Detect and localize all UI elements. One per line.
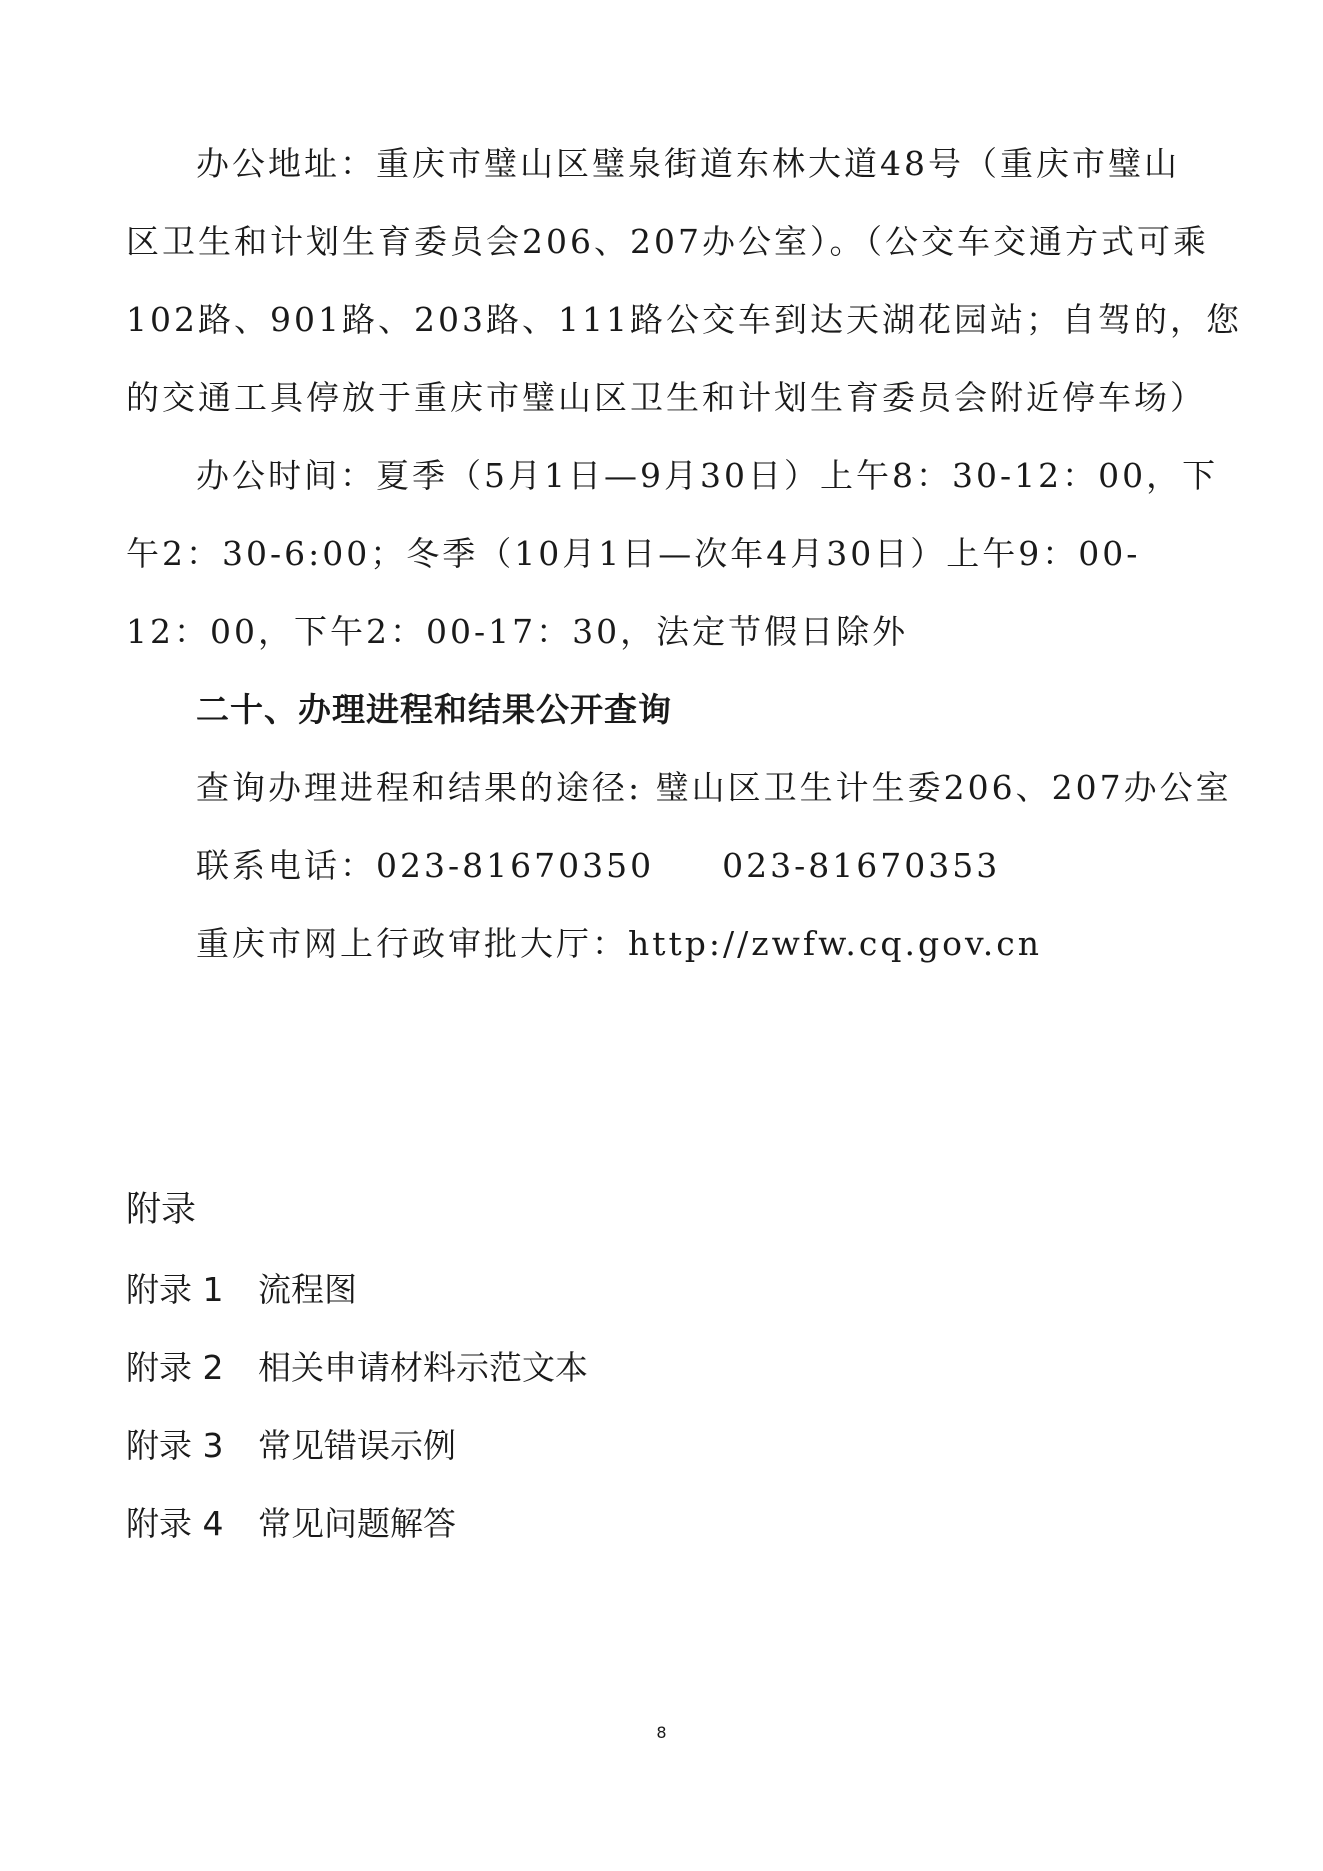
phone-number-1: 023-81670350 [376, 846, 655, 885]
address-line-3: 102路、901路、203路、111路公交车到达天湖花园站；自驾的，您 [126, 300, 1242, 339]
appendix-item-2 [126, 1346, 588, 1390]
contact-phone-line [196, 844, 1000, 888]
appendix-item-1 [126, 1268, 357, 1312]
phone-label: 联系电话： [196, 846, 376, 885]
address-line-4: 的交通工具停放于重庆市璧山区卫生和计划生育委员会附近停车场） [126, 378, 1206, 417]
appendix-item-text: 常见错误示例 [258, 1426, 456, 1465]
website-line: 重庆市网上行政审批大厅：http://zwfw.cq.gov.cn [196, 924, 1042, 963]
appendix-item-label: 附录 2 [126, 1348, 224, 1387]
appendix-title: 附录 [126, 1190, 197, 1230]
appendix-item-4 [126, 1502, 456, 1546]
hours-line-1: 办公时间：夏季（5月1日—9月30日）上午8：30-12：00，下 [196, 456, 1219, 495]
appendix-item-label: 附录 1 [126, 1270, 224, 1309]
appendix-item-label: 附录 3 [126, 1426, 224, 1465]
appendix-item-text: 常见问题解答 [258, 1504, 456, 1543]
hours-line-3: 12：00，下午2：00-17：30，法定节假日除外 [126, 612, 909, 651]
appendix-item-text: 流程图 [258, 1270, 357, 1309]
query-route: 查询办理进程和结果的途径: 璧山区卫生计生委206、207办公室 [196, 768, 1232, 807]
hours-line-2: 午2：30-6:00；冬季（10月1日—次年4月30日）上午9：00- [126, 534, 1141, 573]
page-number: 8 [656, 1723, 667, 1742]
appendix-item-text: 相关申请材料示范文本 [258, 1348, 588, 1387]
appendix-item-3 [126, 1424, 456, 1468]
address-line-2: 区卫生和计划生育委员会206、207办公室）。（公交车交通方式可乘 [126, 222, 1209, 261]
phone-number-2: 023-81670353 [722, 846, 1001, 885]
address-line-1: 办公地址：重庆市璧山区璧泉街道东林大道48号（重庆市璧山 [196, 144, 1180, 183]
appendix-item-label: 附录 4 [126, 1504, 224, 1543]
section-heading: 二十、办理进程和结果公开查询 [196, 690, 672, 729]
